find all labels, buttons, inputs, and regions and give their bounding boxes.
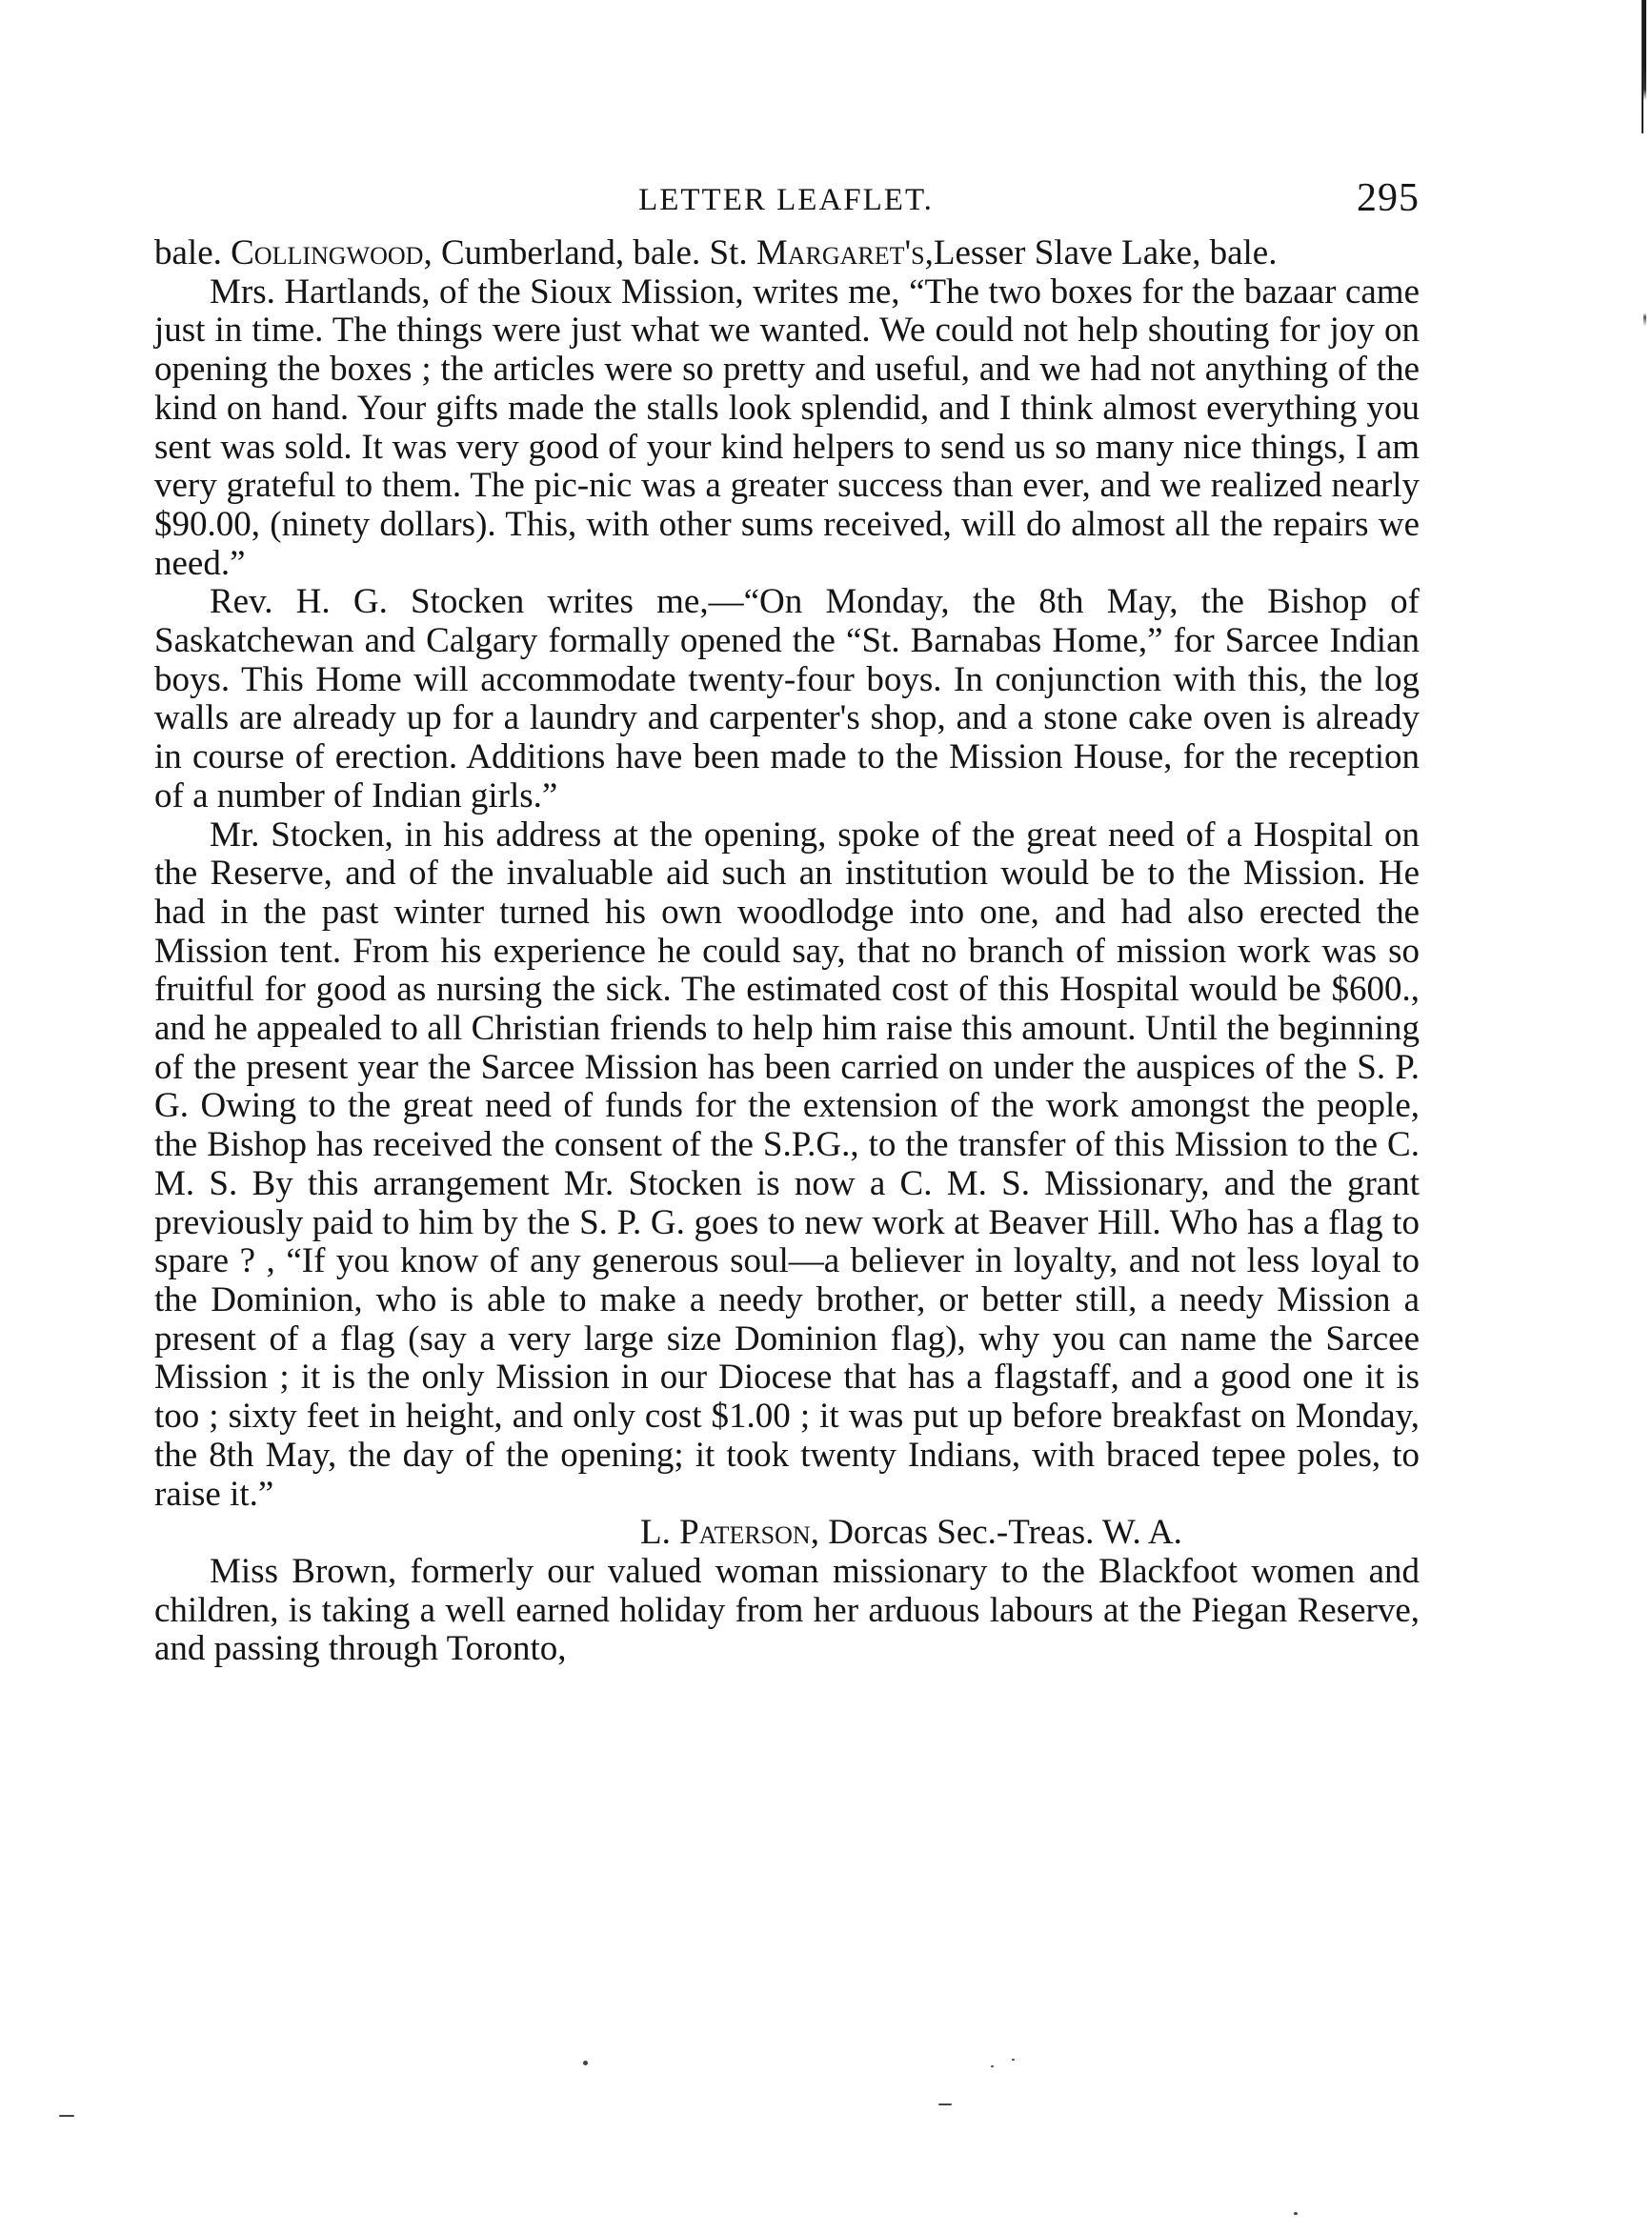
speck	[991, 2065, 994, 2067]
para-1-text-a: , Cumberland, bale. St.	[423, 233, 756, 272]
speck	[1294, 2212, 1298, 2215]
signature-title: , Dorcas Sec.-Treas. W. A.	[810, 1513, 1182, 1553]
page-header	[152, 175, 1420, 234]
page-number: 295	[1357, 176, 1420, 220]
speck	[59, 2115, 74, 2117]
place-collingwood: Collingwood	[231, 233, 424, 272]
speck	[1012, 2059, 1015, 2061]
speck	[583, 2061, 588, 2065]
paragraph-sioux-mission: Mrs. Hartlands, of the Sioux Mission, writes me, “The two boxes for the bazaar came just in time. The things were just what we wanted. We could not help shouting for joy on opening the boxes ; the articles were so pretty and useful, and we had not anything of the kind on hand. Your gifts made the stalls look splendid, and I think almost everything you sent was sold. It was very good of your kind helpers to send us so many nice things, I am very grateful to them. The pic-nic was a greater success than ever, and we realized nearly $90.00, (ninety dollars). This, with other sums received, will do almost all the repairs we need.”	[154, 272, 1420, 583]
scan-edge-mark	[1642, 0, 1643, 133]
speck	[938, 2103, 952, 2105]
signature-surname: Paterson	[679, 1513, 811, 1553]
paragraph-stocken-letter: Rev. H. G. Stocken writes me,—“On Monday, the 8th May, the Bishop of Saskatchewan and Calgary formally opened the “St. Barnabas Home,” for Sarcee Indian boys. This Home will accommodate twenty-four boys. In conjunction with this, the log walls are already up for a laundry and carpenter's shop, and a stone cake oven is already in course of erection. Additions have been made to the Mission House, for the reception of a number of Indian girls.”	[154, 582, 1420, 815]
body-text	[154, 234, 1420, 1669]
para-1-text-b: ,Lesser Slave Lake, bale.	[924, 233, 1278, 272]
paragraph-continuation: bale. Collingwood, Cumberland, bale. St. Margaret's,Lesser Slave Lake, bale.	[154, 233, 1278, 272]
scan-edge-line	[1643, 0, 1646, 2234]
signature-line: L. Paterson, Dorcas Sec.-Treas. W. A.	[640, 1513, 1182, 1553]
paragraph-hospital-appeal: Mr. Stocken, in his address at the opening, spoke of the great need of a Hospital on the Reserve, and of the invaluable aid such an institution would be to the Mission. He had in the past winter turned his own woodlodge into one, and had also erected the Mission tent. From his experience he could say, that no branch of mission work was so fruitful for good as nursing the sick. The estimated cost of this Hospital would be $600., and he appealed to all Christian friends to help him raise this amount. Until the beginning of the present year the Sarcee Mission has been carried on under the auspices of the S. P. G. Owing to the great need of funds for the extension of the work amongst the people, the Bishop has received the consent of the S.P.G., to the transfer of this Mission to the C. M. S. By this arrangement Mr. Stocken is now a C. M. S. Missionary, and the grant previously paid to him by the S. P. G. goes to new work at Beaver Hill. Who has a flag to spare ? , “If you know of any generous soul—a believer in loyalty, and not less loyal to the Dominion, who is able to make a needy brother, or better still, a needy Mission a present of a flag (say a very large size Dominion flag), why you can name the Sarcee Mission ; it is the only Mission in our Diocese that has a flagstaff, and a good one it is too ; sixty feet in height, and only cost $1.00 ; it was put up before breakfast on Monday, the 8th May, the day of the opening; it took twenty Indians, with braced tepee poles, to raise it.”	[154, 815, 1420, 1514]
running-title: LETTER LEAFLET.	[638, 183, 934, 217]
place-st-margarets: Margaret's	[755, 233, 925, 272]
paragraph-miss-brown: Miss Brown, formerly our valued woman missionary to the Blackfoot women and children, is taking a well earned holiday from her arduous labours at the Piegan Reserve, and passing through Toronto,	[154, 1551, 1420, 1669]
